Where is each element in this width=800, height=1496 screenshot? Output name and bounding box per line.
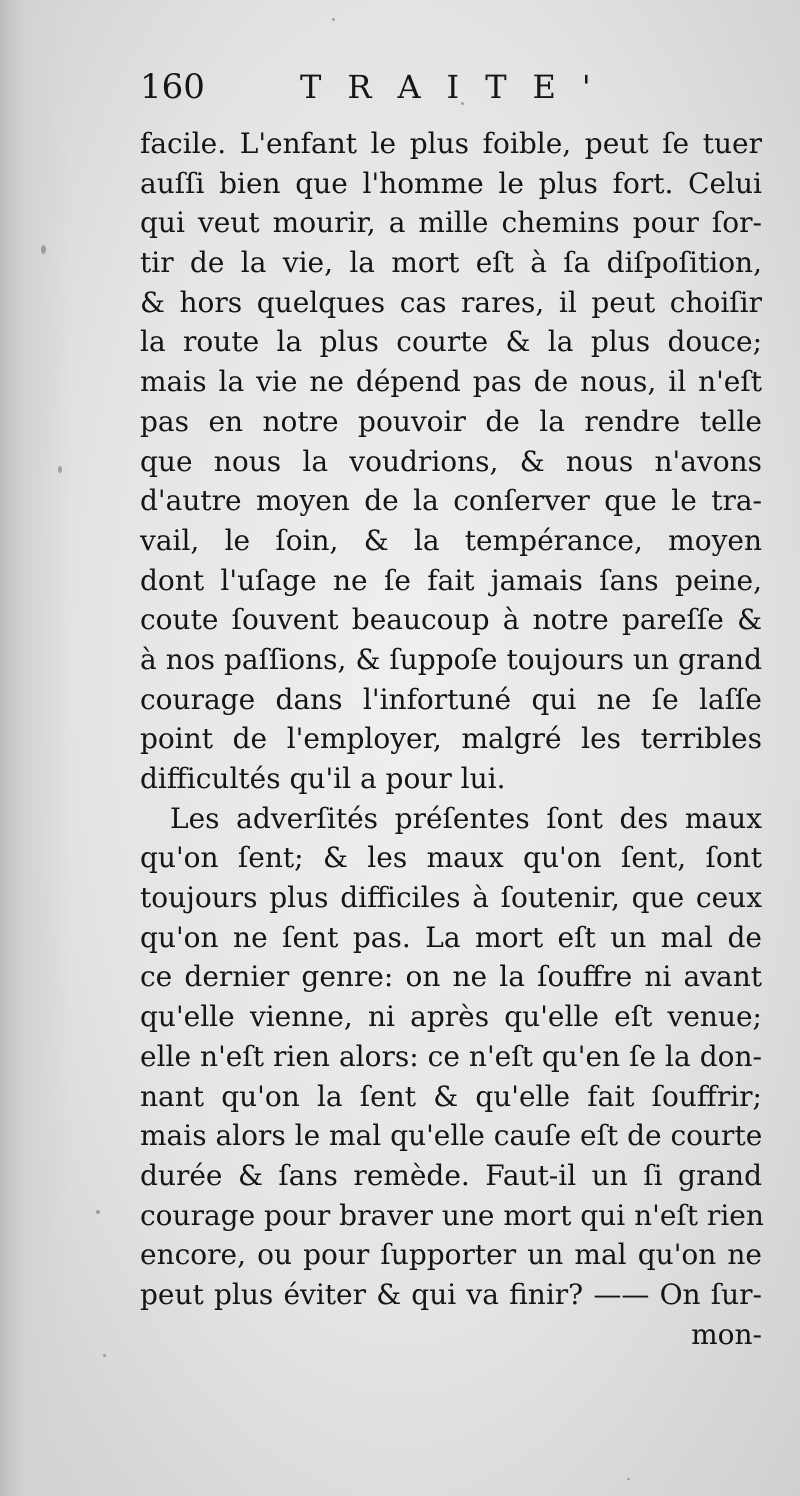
text-line: qu'on ſent; & les maux qu'on ſent, ſont bbox=[140, 841, 762, 875]
text-line: nant qu'on la ſent & qu'elle fait ſouffrir; bbox=[140, 1079, 762, 1113]
text-line: la route la plus courte & la plus douce; bbox=[140, 325, 762, 359]
text-line: facile. L'enfant le plus foible, peut ſe tuer bbox=[140, 127, 762, 160]
paragraph-end-line: difficultés qu'il a pour lui. bbox=[140, 762, 506, 795]
page-number: 160 bbox=[140, 67, 205, 107]
text-line: qu'on ne ſent pas. La mort eſt un mal de bbox=[140, 920, 762, 954]
text-line: ce dernier genre: on ne la ſouffre ni avant bbox=[140, 960, 762, 994]
text-line: elle n'eſt rien alors: ce n'eſt qu'en ſe la don- bbox=[140, 1039, 762, 1073]
text-line: coute ſouvent beaucoup à notre pareſſe & bbox=[140, 603, 762, 637]
paragraph-start-line: Les adverſités préſentes ſont des maux bbox=[170, 801, 762, 835]
text-line: point de l'employer, malgré les terribles bbox=[140, 722, 762, 756]
text-line: tir de la vie, la mort eſt à ſa diſpoſition, bbox=[140, 246, 762, 280]
text-line: vail, le ſoin, & la tempérance, moyen bbox=[140, 523, 762, 557]
running-head: TRAITE' bbox=[300, 68, 617, 106]
paper-speck bbox=[332, 18, 335, 21]
text-line: dont l'uſage ne ſe fait jamais ſans peine, bbox=[140, 563, 762, 597]
text-line: peut plus éviter & qui va finir? —— On ſur- bbox=[140, 1277, 762, 1311]
text-line: à nos paſſions, & ſuppoſe toujours un grand bbox=[140, 642, 762, 676]
text-line: & hors quelques cas rares, il peut choiſir bbox=[140, 285, 762, 319]
paper-speck bbox=[103, 1354, 106, 1357]
paper-speck bbox=[96, 1210, 100, 1214]
text-line: qu'elle vienne, ni après qu'elle eſt venue; bbox=[140, 1000, 762, 1034]
text-line: courage dans l'infortuné qui ne ſe laſſe bbox=[140, 682, 762, 716]
text-line: durée & ſans remède. Faut-il un ſi grand bbox=[140, 1158, 762, 1192]
text-line: courage pour braver une mort qui n'eſt rien bbox=[140, 1198, 764, 1232]
page-header bbox=[140, 62, 617, 112]
text-line: encore, ou pour ſupporter un mal qu'on ne bbox=[140, 1238, 762, 1272]
text-line: auſſi bien que l'homme le plus fort. Celui bbox=[140, 166, 762, 200]
page-gutter-shadow bbox=[0, 0, 70, 1496]
paper-speck bbox=[41, 245, 46, 254]
text-line: mais la vie ne dépend pas de nous, il n'eſt bbox=[140, 365, 762, 399]
body-text bbox=[140, 124, 762, 1354]
paper-speck bbox=[627, 1478, 630, 1480]
text-line: pas en notre pouvoir de la rendre telle bbox=[140, 404, 762, 438]
text-line: mais alors le mal qu'elle cauſe eſt de courte bbox=[140, 1119, 763, 1153]
catchword: mon- bbox=[691, 1317, 762, 1351]
text-line: qui veut mourir, a mille chemins pour ſor- bbox=[140, 206, 762, 240]
paper-speck bbox=[58, 466, 62, 473]
text-line: que nous la voudrions, & nous n'avons bbox=[140, 444, 762, 478]
text-line: d'autre moyen de la conſerver que le tra- bbox=[140, 484, 762, 518]
text-line: toujours plus difficiles à ſoutenir, que ceux bbox=[140, 881, 762, 915]
